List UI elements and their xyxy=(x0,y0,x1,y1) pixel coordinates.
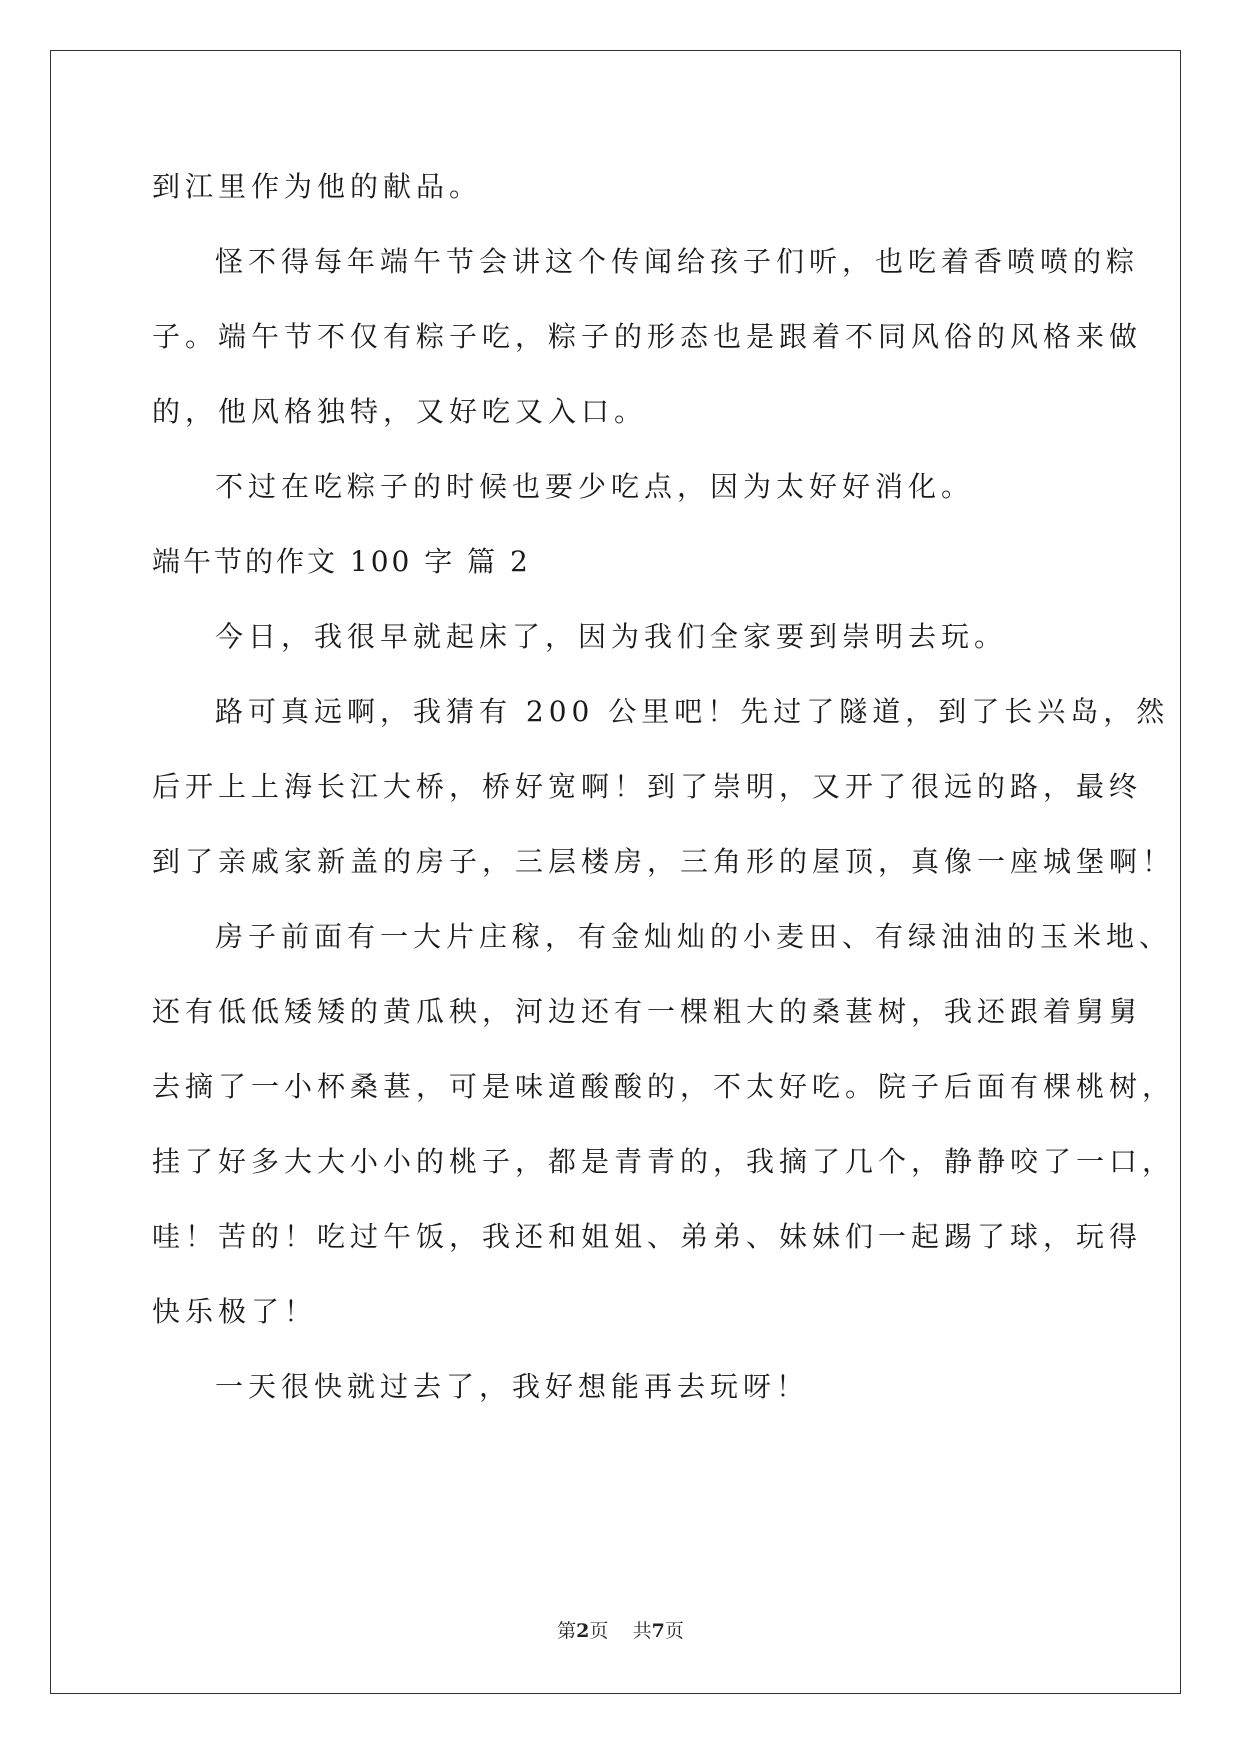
paragraph-line: 路可真远啊，我猜有 200 公里吧！先过了隧道，到了长兴岛，然 xyxy=(215,695,1170,728)
paragraph-line: 子。端午节不仅有粽子吃，粽子的形态也是跟着不同风俗的风格来做 xyxy=(152,320,1143,353)
paragraph-line: 房子前面有一大片庄稼，有金灿灿的小麦田、有绿油油的玉米地、 xyxy=(215,920,1173,953)
paragraph-line: 还有低低矮矮的黄瓜秧，河边还有一棵粗大的桑葚树，我还跟着舅舅 xyxy=(152,995,1143,1028)
paragraph-line: 怪不得每年端午节会讲这个传闻给孩子们听，也吃着香喷喷的粽 xyxy=(215,245,1140,278)
section-heading: 端午节的作文 100 字 篇 2 xyxy=(152,545,531,578)
paragraph-line: 后开上上海长江大桥，桥好宽啊！到了崇明，又开了很远的路，最终 xyxy=(152,770,1143,803)
paragraph-line: 不过在吃粽子的时候也要少吃点，因为太好好消化。 xyxy=(215,470,975,503)
total-suffix: 页 xyxy=(664,1620,684,1642)
page-footer xyxy=(0,1616,1241,1643)
page-prefix: 第 xyxy=(557,1620,577,1642)
page-total: 7 xyxy=(651,1620,665,1642)
paragraph-line: 快乐极了！ xyxy=(152,1295,318,1328)
document-body xyxy=(152,157,1176,1432)
page-current: 2 xyxy=(576,1620,590,1642)
paragraph-line: 哇！苦的！吃过午饭，我还和姐姐、弟弟、妹妹们一起踢了球，玩得 xyxy=(152,1220,1143,1253)
paragraph-line: 去摘了一小杯桑葚，可是味道酸酸的，不太好吃。院子后面有棵桃树， xyxy=(152,1070,1176,1103)
paragraph-line: 到了亲戚家新盖的房子，三层楼房，三角形的屋顶，真像一座城堡啊！ xyxy=(152,845,1176,878)
paragraph-line: 的，他风格独特，又好吃又入口。 xyxy=(152,395,648,428)
page-suffix: 页 xyxy=(589,1620,609,1642)
paragraph-line: 到江里作为他的献品。 xyxy=(152,170,483,203)
total-prefix: 共 xyxy=(632,1620,652,1642)
paragraph-line: 一天很快就过去了，我好想能再去玩呀！ xyxy=(215,1370,810,1403)
paragraph-line: 挂了好多大大小小的桃子，都是青青的，我摘了几个，静静咬了一口， xyxy=(152,1145,1176,1178)
paragraph-line: 今日，我很早就起床了，因为我们全家要到崇明去玩。 xyxy=(215,620,1008,653)
